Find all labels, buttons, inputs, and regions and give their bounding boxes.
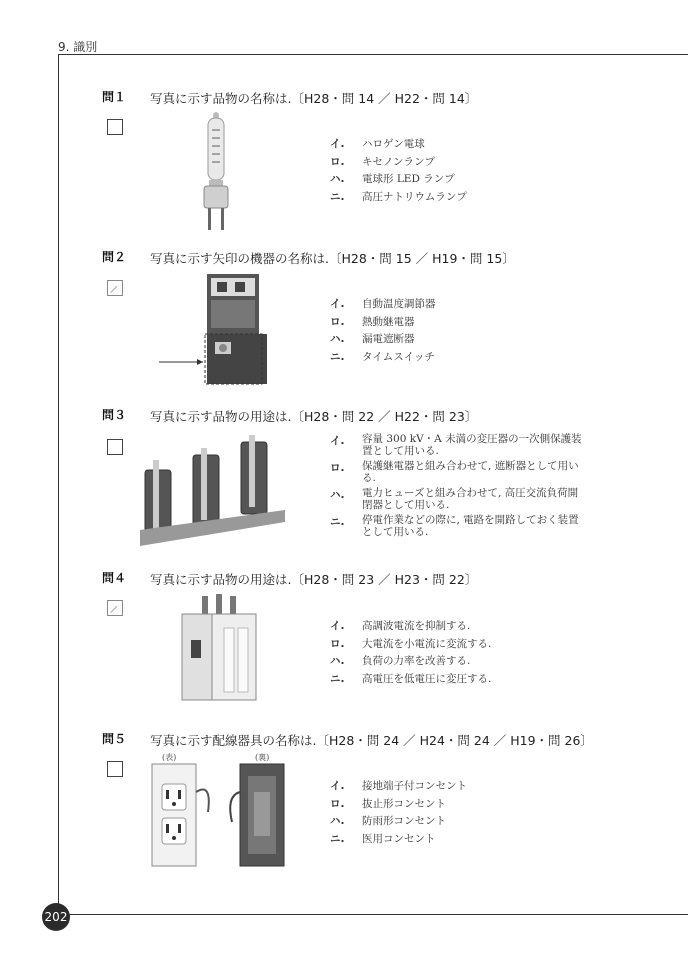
choice-3-ni[interactable] (330, 514, 587, 538)
choice-key: ニ. (330, 350, 345, 363)
page-number: 202 (42, 903, 70, 931)
choice-text: 大電流を小電流に変流する. (362, 637, 492, 650)
halogen-lamp-photo (196, 110, 236, 232)
choice-key: ニ. (330, 516, 345, 528)
choice-text: 防雨形コンセント (362, 815, 446, 827)
question-label-4: 問４ (92, 568, 136, 586)
choice-3-ha[interactable] (330, 487, 587, 511)
choice-key: ロ. (330, 797, 345, 810)
choice-key: ニ. (330, 672, 345, 685)
choice-text: 医用コンセント (362, 832, 436, 845)
caption-back: (裏) (255, 753, 270, 762)
section-header: 9. 識別 (58, 40, 98, 54)
choice-3-i[interactable] (330, 433, 587, 457)
choice-4-ro[interactable] (330, 636, 587, 654)
choice-key: ハ. (330, 489, 345, 501)
choice-key: ハ. (330, 173, 345, 185)
choice-2-ni[interactable] (330, 349, 587, 367)
choice-text: 接地端子付コンセント (362, 780, 467, 792)
outlet-photo (146, 762, 298, 868)
choice-text: 高電圧を低電圧に変圧する. (362, 672, 492, 685)
choices-4 (330, 618, 587, 688)
choice-3-ro[interactable] (330, 460, 587, 484)
left-rule (58, 54, 59, 914)
answer-checkbox-1[interactable] (107, 119, 123, 135)
choice-text: 電力ヒューズと組み合わせて, 高圧交流負荷開閉器として用いる. (362, 487, 579, 511)
bottom-rule (58, 914, 688, 915)
choice-text: 高調波電流を抑制する. (362, 620, 471, 632)
choice-key: ハ. (330, 815, 345, 827)
choice-text: 容量 300 kV・A 未満の変圧器の一次側保護装置として用いる. (362, 433, 582, 457)
answer-checkbox-3[interactable] (107, 439, 123, 455)
question-text-5: 写真に示す配線器具の名称は.〔H28・問 24 ／ H24・問 24 ／ H19・問 26〕 (150, 733, 593, 748)
choice-1-ni[interactable] (330, 189, 587, 207)
choice-key: ロ. (330, 155, 345, 168)
choices-3 (330, 433, 587, 538)
magnetic-switch-photo (155, 272, 275, 390)
choice-5-ni[interactable] (330, 831, 587, 849)
choice-5-ha[interactable] (330, 813, 587, 831)
choice-2-ha[interactable] (330, 331, 587, 349)
caption-front: (表) (162, 753, 177, 762)
choice-4-ni[interactable] (330, 671, 587, 689)
choice-key: ハ. (330, 333, 345, 345)
choice-4-ha[interactable] (330, 653, 587, 671)
choice-text: 負荷の力率を改善する. (362, 655, 471, 667)
choice-text: 自動温度調節器 (362, 298, 436, 310)
choice-5-i[interactable] (330, 778, 587, 796)
answer-checkbox-4[interactable] (107, 600, 123, 616)
answer-checkbox-5[interactable] (107, 761, 123, 777)
choice-key: イ. (330, 138, 345, 150)
capacitor-photo (178, 592, 260, 704)
choice-1-i[interactable] (330, 136, 587, 154)
question-text-4: 写真に示す品物の用途は.〔H28・問 23 ／ H23・問 22〕 (150, 572, 478, 587)
choice-text: キセノンランプ (362, 155, 435, 168)
choice-text: 保護継電器と組み合わせて, 遮断器として用いる. (362, 460, 579, 484)
question-label-1: 問１ (92, 87, 136, 105)
choice-key: イ. (330, 780, 345, 792)
choice-text: 漏電遮断器 (362, 333, 415, 345)
choice-text: ハロゲン電球 (362, 138, 425, 150)
choice-key: ロ. (330, 315, 345, 328)
choice-key: ニ. (330, 832, 345, 845)
choice-key: イ. (330, 298, 345, 310)
choice-text: 停電作業などの際に, 電路を開路しておく装置として用いる. (362, 514, 579, 538)
disconnecting-switch-photo (135, 430, 290, 552)
choice-key: イ. (330, 620, 345, 632)
question-text-2: 写真に示す矢印の機器の名称は.〔H28・問 15 ／ H19・問 15〕 (150, 251, 515, 266)
choice-1-ha[interactable] (330, 171, 587, 189)
question-text-1: 写真に示す品物の名称は.〔H28・問 14 ／ H22・問 14〕 (150, 91, 478, 106)
choice-text: 熱動継電器 (362, 315, 415, 328)
choice-1-ro[interactable] (330, 154, 587, 172)
question-label-3: 問３ (92, 405, 136, 423)
choice-2-ro[interactable] (330, 314, 587, 332)
top-rule (58, 54, 688, 55)
choice-key: イ. (330, 435, 345, 447)
question-label-5: 問５ (92, 729, 136, 747)
choices-5 (330, 778, 587, 848)
choice-5-ro[interactable] (330, 796, 587, 814)
choices-1 (330, 136, 587, 206)
answer-checkbox-2[interactable] (107, 280, 123, 296)
choices-2 (330, 296, 587, 366)
choice-text: タイムスイッチ (362, 350, 435, 363)
question-label-2: 問２ (92, 247, 136, 265)
question-text-3: 写真に示す品物の用途は.〔H28・問 22 ／ H22・問 23〕 (150, 409, 478, 424)
choice-text: 抜止形コンセント (362, 797, 446, 810)
choice-key: ニ. (330, 190, 345, 203)
choice-key: ハ. (330, 655, 345, 667)
choice-key: ロ. (330, 462, 345, 474)
choice-text: 高圧ナトリウムランプ (362, 190, 467, 203)
choice-text: 電球形 LED ランプ (362, 173, 455, 185)
choice-4-i[interactable] (330, 618, 587, 636)
choice-key: ロ. (330, 637, 345, 650)
choice-2-i[interactable] (330, 296, 587, 314)
